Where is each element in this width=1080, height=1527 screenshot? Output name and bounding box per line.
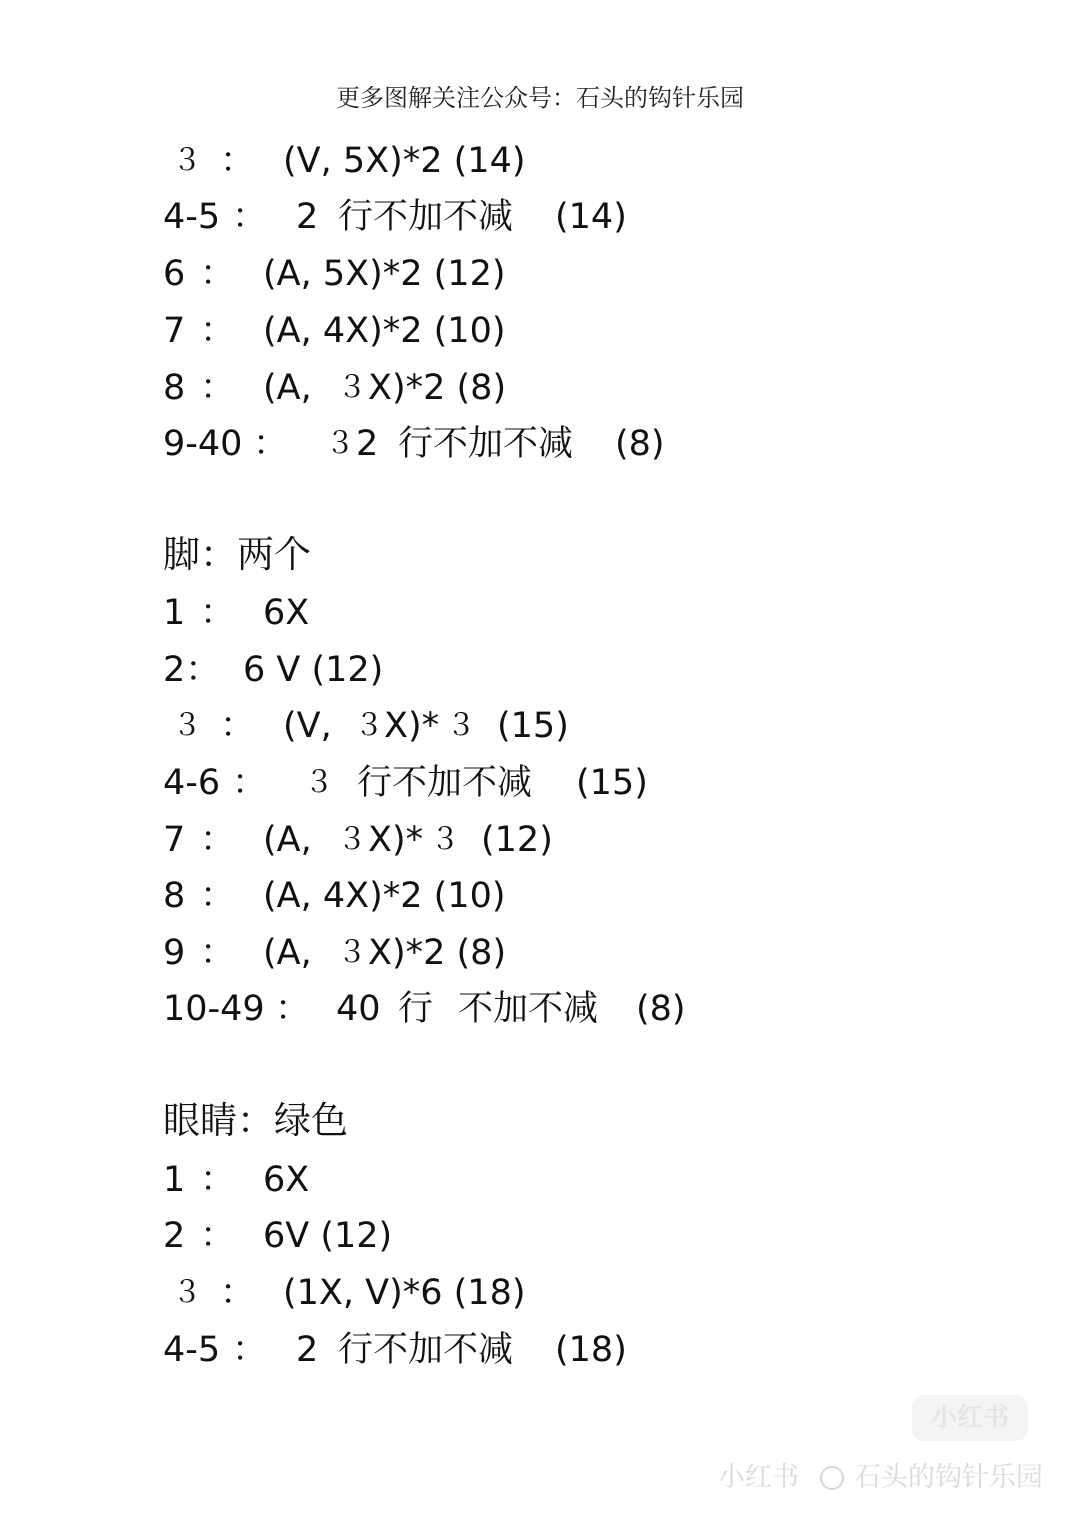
row-pattern-mid: X)* [384, 706, 440, 746]
row-colon: ： [200, 1160, 236, 1200]
section-title-eyes: 眼睛：绿色 [163, 1099, 348, 1142]
row-pattern-digit: ３ [337, 822, 367, 857]
watermark-brand: 小红书 [718, 1462, 799, 1493]
row-pattern: (A, [263, 933, 312, 973]
row-colon: ： [200, 820, 236, 860]
row-number: 4-5 [163, 1330, 221, 1370]
row-number: 6 [163, 254, 186, 294]
row-pattern: 6V (12) [263, 1216, 393, 1256]
row-colon: ： [232, 197, 268, 237]
row-body-8 [0, 364, 1080, 412]
row-instruction: 行不加不减 [338, 1330, 514, 1370]
row-number: 4-5 [163, 197, 221, 237]
row-number: 10-49 [163, 989, 265, 1029]
row-pattern: (A, [263, 820, 312, 860]
row-eyes-2 [0, 1212, 1080, 1260]
row-feet-9 [0, 929, 1080, 977]
row-pattern: (V, 5X)*2 (14) [283, 141, 526, 181]
row-number: 7 [163, 311, 186, 351]
row-number: 9 [163, 933, 186, 973]
row-pattern-digit: ３ [430, 822, 460, 857]
row-instruction: 行 [398, 989, 434, 1029]
row-colon: ： [200, 254, 236, 294]
row-pattern: 6X [263, 1160, 310, 1200]
row-instruction: 不加不减 [458, 989, 599, 1029]
section-title-feet: 脚：两个 [163, 533, 311, 576]
row-colon: ： [253, 424, 289, 464]
row-feet-3 [0, 702, 1080, 750]
row-pattern-end: X)*2 (8) [368, 368, 507, 408]
row-number: ３ [172, 1275, 202, 1310]
row-stitches: (14) [555, 197, 627, 237]
row-colon: ： [200, 368, 236, 408]
row-number: 2 [163, 1216, 186, 1256]
row-colon: ： [220, 1273, 256, 1313]
row-eyes-1 [0, 1156, 1080, 1204]
row-colon: ： [220, 706, 256, 746]
row-stitches: (15) [497, 706, 569, 746]
row-pattern-end: X)*2 (8) [368, 933, 507, 973]
row-number: 8 [163, 368, 186, 408]
row-colon: ： [200, 593, 236, 633]
row-pattern: 6X [263, 593, 310, 633]
row-pattern-digit: ３ [354, 708, 384, 743]
row-number: 7 [163, 820, 186, 860]
row-feet-1 [0, 589, 1080, 637]
row-body-6 [0, 250, 1080, 298]
row-colon: ： [200, 933, 236, 973]
row-colon: ： [232, 1330, 268, 1370]
row-instruction: 行不加不减 [398, 424, 574, 464]
row-pattern-digit: ３ [446, 708, 476, 743]
row-pattern-digit: ３ [337, 370, 367, 405]
row-number: 9-40 [163, 424, 243, 464]
row-stitches: (15) [576, 763, 648, 803]
row-number: 1 [163, 1160, 186, 1200]
row-number: ３ [172, 708, 202, 743]
user-icon [820, 1466, 844, 1490]
row-count: 2 [296, 197, 319, 237]
row-count: 40 [336, 989, 381, 1029]
row-feet-8 [0, 872, 1080, 920]
row-pattern: (A, 4X)*2 (10) [263, 876, 506, 916]
row-stitches: (12) [481, 820, 553, 860]
row-pattern-mid: X)* [368, 820, 424, 860]
watermark-account: 石头的钩针乐园 [854, 1462, 1043, 1493]
row-stitches: (8) [636, 989, 686, 1029]
row-number: 8 [163, 876, 186, 916]
row-body-4-5 [0, 193, 1080, 241]
row-instruction: 行不加不减 [338, 197, 514, 237]
row-number: 1 [163, 593, 186, 633]
row-stitches: (8) [615, 424, 665, 464]
row-colon: ： [220, 141, 256, 181]
row-colon: ： [232, 763, 268, 803]
row-body-3 [0, 137, 1080, 185]
row-count: 2 [356, 424, 379, 464]
row-pattern: (V, [283, 706, 332, 746]
row-pattern: (A, 4X)*2 (10) [263, 311, 506, 351]
row-colon: ： [200, 876, 236, 916]
row-stitches: (18) [555, 1330, 627, 1370]
row-instruction: 行不加不减 [357, 763, 533, 803]
row-pattern: (A, [263, 368, 312, 408]
row-pattern: (1X, V)*6 (18) [283, 1273, 526, 1313]
row-body-9-40 [0, 420, 1080, 468]
row-colon: ： [275, 989, 311, 1029]
row-feet-10-49 [0, 985, 1080, 1033]
row-feet-4-6 [0, 759, 1080, 807]
row-digit: ３ [304, 765, 334, 800]
row-digit: ３ [325, 426, 355, 461]
row-colon: ： [200, 311, 236, 351]
row-body-7 [0, 307, 1080, 355]
row-colon: ： [200, 1216, 236, 1256]
row-eyes-4-5 [0, 1326, 1080, 1374]
row-number: 4-6 [163, 763, 221, 803]
row-eyes-3 [0, 1269, 1080, 1317]
row-number: ３ [172, 143, 202, 178]
row-pattern: 6 V (12) [243, 650, 384, 690]
row-feet-7 [0, 816, 1080, 864]
row-number: 2： [163, 650, 221, 690]
row-pattern: (A, 5X)*2 (12) [263, 254, 506, 294]
row-count: 2 [296, 1330, 319, 1370]
page-header: 更多图解关注公众号：石头的钩针乐园 [336, 84, 744, 112]
watermark-logo: 小红书 [912, 1395, 1028, 1441]
row-feet-2 [0, 646, 1080, 694]
row-pattern-digit: ３ [337, 935, 367, 970]
